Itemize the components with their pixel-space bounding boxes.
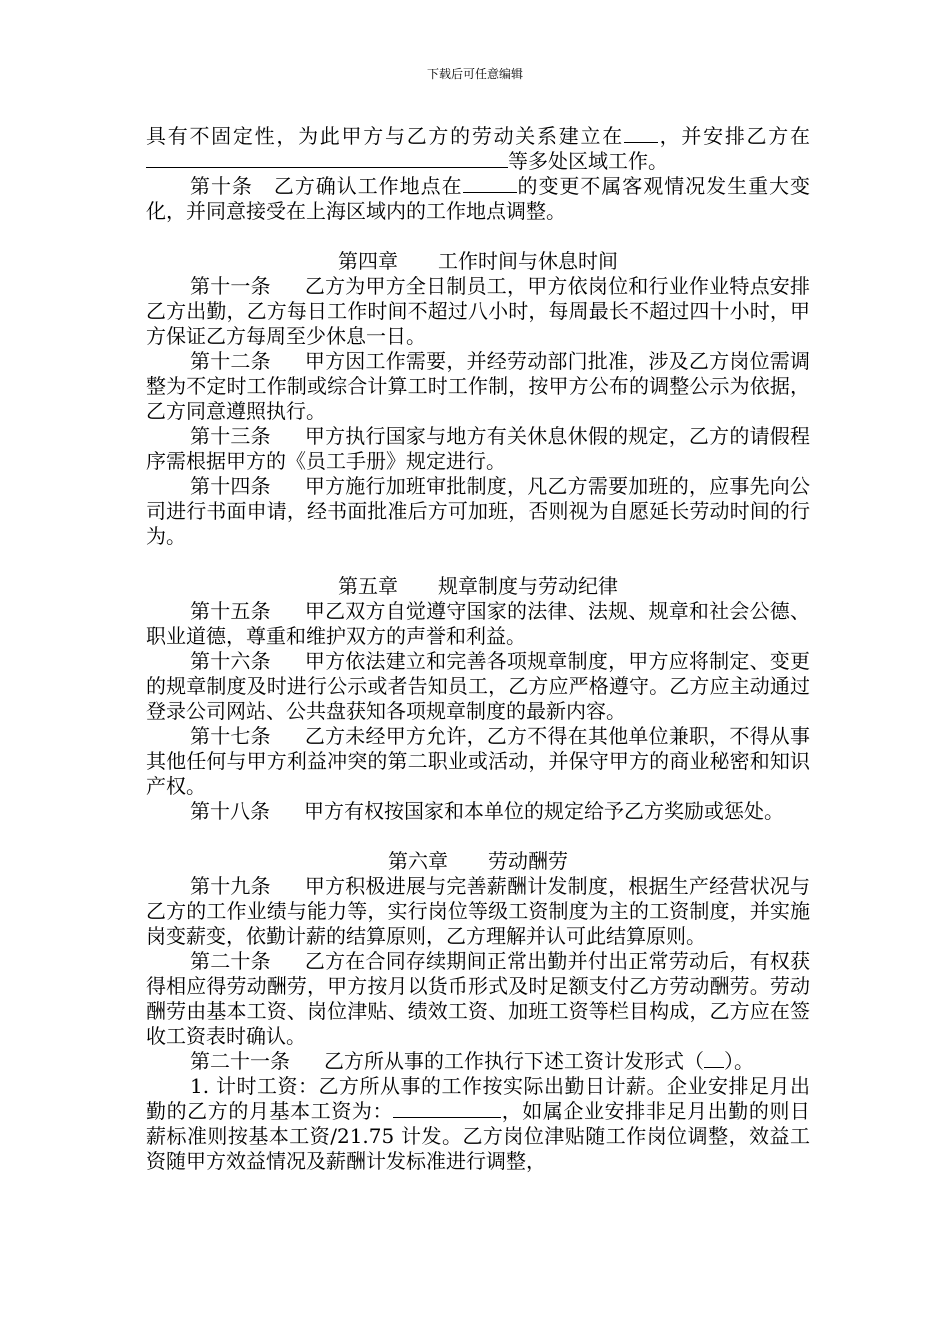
- article-13: 第十三条 甲方执行国家与地方有关休息休假的规定，乙方的请假程序需根据甲方的《员工手册》规定进行。: [146, 424, 811, 473]
- article-20: 第二十条 乙方在合同存续期间正常出勤并付出正常劳动后，有权获得相应得劳动酬劳，甲方按月以货币形式及时足额支付乙方劳动酬劳。劳动酬劳由基本工资、岗位津贴、绩效工资、加班工资等栏目构成，乙方应在签收工资表时确认。: [146, 949, 811, 1048]
- spacer: [146, 224, 810, 249]
- article-21-item-1: 1. 计时工资：乙方所从事的工作按实际出勤日计薪。企业安排足月出勤的乙方的月基本工资为： ，如属企业安排非足月出勤的则日薪标准则按基本工资/21.75 计发。乙方岗位津贴随工作岗位调整，效益工资随甲方效益情况及薪酬计发标准进行调整，: [146, 1074, 811, 1173]
- article-14: 第十四条 甲方施行加班审批制度，凡乙方需要加班的，应事先向公司进行书面申请，经书面批准后方可加班，否则视为自愿延长劳动时间的行为。: [146, 474, 811, 548]
- blank-field: [393, 1099, 501, 1118]
- chapter-5-heading: 第五章 规章制度与劳动纪律: [338, 574, 618, 598]
- article-10: 第十条 乙方确认工作地点在 的变更不属客观情况发生重大变化，并同意接受在上海区域内的工作地点调整。: [146, 174, 811, 223]
- blank-field: [146, 149, 508, 168]
- article-17: 第十七条 乙方未经甲方允许，乙方不得在其他单位兼职，不得从事其他任何与甲方利益冲突的第二职业或活动，并保守甲方的商业秘密和知识产权。: [146, 724, 811, 798]
- spacer: [146, 824, 810, 849]
- page-header: 下载后可任意编辑: [426, 67, 523, 81]
- article-15: 第十五条 甲乙双方自觉遵守国家的法律、法规、规章和社会公德、职业道德，尊重和维护双方的声誉和利益。: [146, 599, 811, 648]
- chapter-6-heading: 第六章 劳动酬劳: [388, 849, 568, 873]
- article-18: 第十八条 甲方有权按国家和本单位的规定给予乙方奖励或惩处。: [190, 799, 784, 823]
- article-9-continued: 具有不固定性，为此甲方与乙方的劳动关系建立在 ，并安排乙方在等多处区域工作。: [146, 124, 811, 173]
- article-21: 第二十一条 乙方所从事的工作执行下述工资计发形式（ ）。: [190, 1049, 754, 1073]
- document-body: [146, 124, 810, 1174]
- article-19: 第十九条 甲方积极进展与完善薪酬计发制度，根据生产经营状况与乙方的工作业绩与能力等，实行岗位等级工资制度为主的工资制度，并实施岗变薪变，依勤计薪的结算原则，乙方理解并认可此结算原则。: [146, 874, 811, 948]
- blank-field: [704, 1049, 724, 1068]
- article-12: 第十二条 甲方因工作需要，并经劳动部门批准，涉及乙方岗位需调整为不定时工作制或综合计算工时工作制，按甲方公布的调整公示为依据，乙方同意遵照执行。: [146, 349, 811, 423]
- blank-field: [463, 174, 517, 193]
- spacer: [146, 549, 810, 574]
- article-16: 第十六条 甲方依法建立和完善各项规章制度，甲方应将制定、变更的规章制度及时进行公示或者告知员工，乙方应严格遵守。乙方应主动通过登录公司网站、公共盘获知各项规章制度的最新内容。: [146, 649, 811, 723]
- chapter-4-heading: 第四章 工作时间与休息时间: [338, 249, 618, 273]
- article-11: 第十一条 乙方为甲方全日制员工，甲方依岗位和行业作业特点安排乙方出勤，乙方每日工作时间不超过八小时，每周最长不超过四十小时，甲方保证乙方每周至少休息一日。: [146, 274, 811, 348]
- blank-field: [624, 124, 658, 143]
